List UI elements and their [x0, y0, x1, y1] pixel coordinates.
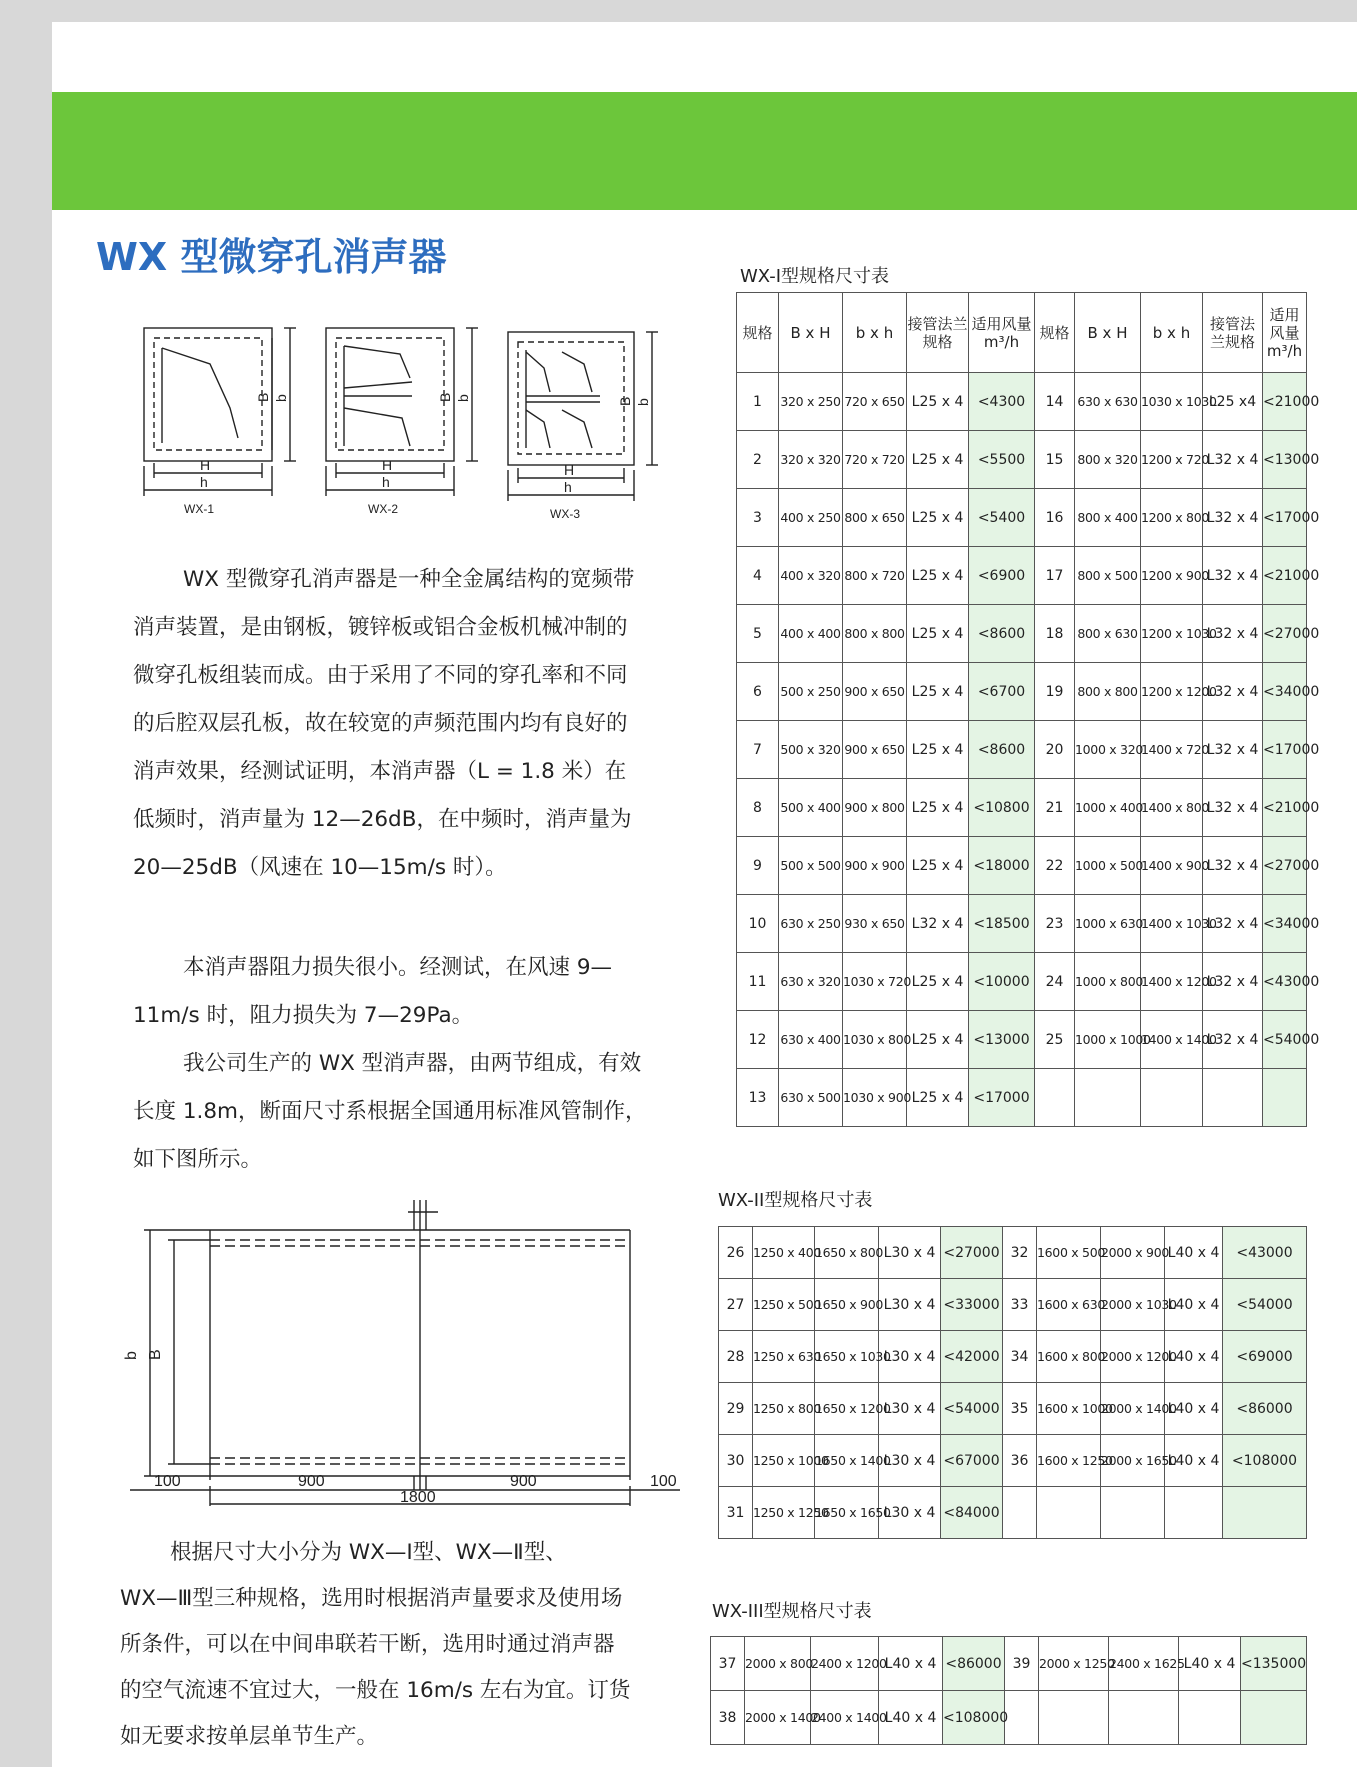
- table-cell: L32 x 4: [1203, 663, 1263, 721]
- table-cell: [1005, 1691, 1039, 1745]
- table-cell: <17000: [1263, 721, 1307, 779]
- table-cell: 1400 x 1030: [1141, 895, 1203, 953]
- table-row: [719, 1279, 1307, 1331]
- table-cell: 800 x 500: [1075, 547, 1141, 605]
- table-cell: L32 x 4: [1203, 605, 1263, 663]
- text-line: WX—Ⅲ型三种规格，选用时根据消声量要求及使用场: [120, 1586, 623, 1611]
- table-cell: 1600 x 500: [1037, 1227, 1101, 1279]
- table-cell: 400 x 400: [779, 605, 843, 663]
- table-cell: 2000 x 1400: [1101, 1383, 1165, 1435]
- table-cell: 10: [737, 895, 779, 953]
- text-line: 的后腔双层孔板，故在较宽的声频范围内均有良好的: [133, 711, 628, 736]
- figure-wx1: [144, 328, 296, 496]
- table-cell: 320 x 250: [779, 373, 843, 431]
- table-cell: 800 x 720: [843, 547, 907, 605]
- table-cell: 500 x 250: [779, 663, 843, 721]
- table-cell: 400 x 250: [779, 489, 843, 547]
- table-cell: 1200 x 800: [1141, 489, 1203, 547]
- table-cell: [1003, 1487, 1037, 1539]
- table-cell: 22: [1035, 837, 1075, 895]
- table-cell: 1250 x 1000: [753, 1435, 815, 1487]
- table-row: [737, 1011, 1307, 1069]
- table-cell: 1650 x 900: [815, 1279, 879, 1331]
- table-cell: 2400 x 1200: [811, 1637, 879, 1691]
- table-cell: <27000: [941, 1227, 1003, 1279]
- text-line: 低频时，消声量为 12—26dB，在中频时，消声量为: [133, 807, 632, 832]
- table-cell: L40 x 4: [879, 1637, 943, 1691]
- table-cell: L25 x 4: [907, 373, 969, 431]
- table-cell: <8600: [969, 605, 1035, 663]
- table-cell: 1000 x 400: [1075, 779, 1141, 837]
- table-cell: 500 x 500: [779, 837, 843, 895]
- table-cell: 1250 x 800: [753, 1383, 815, 1435]
- table-cell: L25 x 4: [907, 547, 969, 605]
- table-cell: 800 x 800: [1075, 663, 1141, 721]
- table-cell: 1000 x 320: [1075, 721, 1141, 779]
- table-row: [737, 663, 1307, 721]
- column-header: 适用风量m³/h: [1263, 293, 1307, 373]
- table-cell: <6900: [969, 547, 1035, 605]
- figure-wx2: [326, 328, 478, 496]
- table-cell: 1600 x 1000: [1037, 1383, 1101, 1435]
- text-line: 根据尺寸大小分为 WX—Ⅰ型、WX—Ⅱ型、: [170, 1540, 567, 1565]
- table-cell: 800 x 630: [1075, 605, 1141, 663]
- table-cell: L30 x 4: [879, 1435, 941, 1487]
- fig2-H: H: [382, 457, 393, 473]
- table-cell: [1101, 1487, 1165, 1539]
- table-cell: <33000: [941, 1279, 1003, 1331]
- column-header: B x H: [779, 293, 843, 373]
- page-title: WX 型微穿孔消声器: [96, 235, 447, 279]
- cross-section-figures: [140, 318, 700, 528]
- table-cell: L25 x4: [1203, 373, 1263, 431]
- table-cell: [1263, 1069, 1307, 1127]
- side-view-diagram: [120, 1190, 690, 1510]
- table-cell: 37: [711, 1637, 745, 1691]
- side-B-label: B: [147, 1349, 164, 1360]
- table-cell: 320 x 320: [779, 431, 843, 489]
- table-cell: 17: [1035, 547, 1075, 605]
- text-line: 消声装置，是由钢板，镀锌板或铝合金板机械冲制的: [133, 615, 628, 640]
- table-cell: 630 x 400: [779, 1011, 843, 1069]
- table-cell: L25 x 4: [907, 837, 969, 895]
- column-header: 适用风量m³/h: [969, 293, 1035, 373]
- fig1-B: B: [255, 392, 271, 402]
- table-cell: [1141, 1069, 1203, 1127]
- table-row: [719, 1227, 1307, 1279]
- side-100-left: 100: [154, 1473, 181, 1490]
- table-cell: 930 x 650: [843, 895, 907, 953]
- table-cell: 29: [719, 1383, 753, 1435]
- table-cell: 1650 x 800: [815, 1227, 879, 1279]
- table-cell: <84000: [941, 1487, 1003, 1539]
- table-cell: L32 x 4: [1203, 1011, 1263, 1069]
- table-cell: 11: [737, 953, 779, 1011]
- table-cell: 9: [737, 837, 779, 895]
- table-cell: 18: [1035, 605, 1075, 663]
- table-cell: 1650 x 1400: [815, 1435, 879, 1487]
- figure-wx3: [508, 332, 658, 501]
- text-line: 20—25dB（风速在 10—15m/s 时）。: [133, 855, 507, 880]
- table-cell: 630 x 320: [779, 953, 843, 1011]
- table-cell: <27000: [1263, 837, 1307, 895]
- table-cell: 21: [1035, 779, 1075, 837]
- table-cell: <5500: [969, 431, 1035, 489]
- table-cell: 13: [737, 1069, 779, 1127]
- resistance-paragraph: [133, 944, 693, 1040]
- fig1-label: WX-1: [184, 502, 214, 516]
- table-cell: 34: [1003, 1331, 1037, 1383]
- table-cell: 1250 x 400: [753, 1227, 815, 1279]
- table-cell: 2000 x 1030: [1101, 1279, 1165, 1331]
- table-cell: 27: [719, 1279, 753, 1331]
- table-cell: <135000: [1241, 1637, 1307, 1691]
- construction-paragraph: [133, 1040, 693, 1184]
- fig2-B: B: [437, 392, 453, 402]
- table-row: [737, 1069, 1307, 1127]
- table-cell: L40 x 4: [879, 1691, 943, 1745]
- table-cell: L40 x 4: [1165, 1435, 1223, 1487]
- table-cell: L25 x 4: [907, 489, 969, 547]
- table2-caption: WX-II型规格尺寸表: [718, 1190, 873, 1211]
- table-cell: <34000: [1263, 895, 1307, 953]
- table-cell: 36: [1003, 1435, 1037, 1487]
- table-cell: 3: [737, 489, 779, 547]
- column-header: b x h: [1141, 293, 1203, 373]
- table-cell: L32 x 4: [1203, 895, 1263, 953]
- table-cell: L40 x 4: [1165, 1331, 1223, 1383]
- table-cell: <10000: [969, 953, 1035, 1011]
- table-cell: L25 x 4: [907, 721, 969, 779]
- table-cell: <21000: [1263, 779, 1307, 837]
- table-cell: <42000: [941, 1331, 1003, 1383]
- table-row: [737, 547, 1307, 605]
- table-cell: L30 x 4: [879, 1383, 941, 1435]
- table-cell: 5: [737, 605, 779, 663]
- table-cell: 1600 x 1250: [1037, 1435, 1101, 1487]
- table-cell: 1000 x 1000: [1075, 1011, 1141, 1069]
- table-cell: 19: [1035, 663, 1075, 721]
- text-line: 消声效果，经测试证明，本消声器（L = 1.8 米）在: [133, 759, 627, 784]
- header-band: [52, 92, 1357, 210]
- table-cell: L40 x 4: [1179, 1637, 1241, 1691]
- table-row: [737, 953, 1307, 1011]
- side-b-label: b: [123, 1351, 140, 1360]
- table-row: [737, 721, 1307, 779]
- table-cell: 16: [1035, 489, 1075, 547]
- table-cell: 38: [711, 1691, 745, 1745]
- table-cell: 1250 x 630: [753, 1331, 815, 1383]
- table-cell: 1650 x 1030: [815, 1331, 879, 1383]
- table-cell: 33: [1003, 1279, 1037, 1331]
- fig2-h: h: [382, 474, 390, 490]
- fig3-H: H: [564, 462, 575, 478]
- table-cell: 31: [719, 1487, 753, 1539]
- table3-caption: WX-III型规格尺寸表: [712, 1601, 872, 1622]
- table-cell: 4: [737, 547, 779, 605]
- table-cell: <4300: [969, 373, 1035, 431]
- table-cell: 1200 x 720: [1141, 431, 1203, 489]
- table-wx3: [710, 1636, 1307, 1745]
- table-cell: 2000 x 1200: [1101, 1331, 1165, 1383]
- intro-paragraph: [133, 556, 693, 892]
- table-cell: <54000: [941, 1383, 1003, 1435]
- table-cell: 800 x 320: [1075, 431, 1141, 489]
- table-cell: L25 x 4: [907, 1069, 969, 1127]
- table-cell: 1400 x 800: [1141, 779, 1203, 837]
- table-cell: 900 x 650: [843, 663, 907, 721]
- table-cell: L30 x 4: [879, 1227, 941, 1279]
- fig3-B: B: [617, 396, 633, 406]
- table-cell: 630 x 500: [779, 1069, 843, 1127]
- table-cell: 1200 x 1030: [1141, 605, 1203, 663]
- fig2-b: b: [455, 394, 471, 402]
- fig1-b: b: [273, 394, 289, 402]
- table-cell: 720 x 650: [843, 373, 907, 431]
- table-cell: <21000: [1263, 547, 1307, 605]
- table-cell: 2000 x 1650: [1101, 1435, 1165, 1487]
- table-cell: [1241, 1691, 1307, 1745]
- table-cell: 400 x 320: [779, 547, 843, 605]
- table-cell: <108000: [943, 1691, 1005, 1745]
- table-cell: <13000: [969, 1011, 1035, 1069]
- table-cell: L25 x 4: [907, 779, 969, 837]
- table-cell: <69000: [1223, 1331, 1307, 1383]
- table-header-row: [737, 293, 1307, 373]
- table-cell: <18500: [969, 895, 1035, 953]
- table-cell: 2400 x 1625: [1109, 1637, 1179, 1691]
- table-cell: 800 x 400: [1075, 489, 1141, 547]
- table-cell: 6: [737, 663, 779, 721]
- table-cell: 1250 x 500: [753, 1279, 815, 1331]
- text-line: 长度 1.8m，断面尺寸系根据全国通用标准风管制作，: [133, 1099, 647, 1124]
- table-cell: 25: [1035, 1011, 1075, 1069]
- table-cell: <10800: [969, 779, 1035, 837]
- table-cell: 1030 x 720: [843, 953, 907, 1011]
- table-cell: 1400 x 900: [1141, 837, 1203, 895]
- table-cell: 1: [737, 373, 779, 431]
- text-line: WX 型微穿孔消声器是一种全金属结构的宽频带: [183, 567, 635, 592]
- table-cell: 1000 x 500: [1075, 837, 1141, 895]
- table-row: [719, 1487, 1307, 1539]
- table-cell: 800 x 800: [843, 605, 907, 663]
- table-cell: 28: [719, 1331, 753, 1383]
- table-cell: [1109, 1691, 1179, 1745]
- column-header: 接管法兰规格: [907, 293, 969, 373]
- table-row: [719, 1435, 1307, 1487]
- text-line: 的空气流速不宜过大，一般在 16m/s 左右为宜。订货: [120, 1678, 631, 1703]
- text-line: 11m/s 时，阻力损失为 7—29Pa。: [133, 1003, 474, 1028]
- table-cell: <54000: [1223, 1279, 1307, 1331]
- table-cell: 1000 x 630: [1075, 895, 1141, 953]
- table-cell: 900 x 650: [843, 721, 907, 779]
- table-cell: 15: [1035, 431, 1075, 489]
- table-row: [719, 1331, 1307, 1383]
- table-cell: 1030 x 900: [843, 1069, 907, 1127]
- table-cell: [1035, 1069, 1075, 1127]
- table-cell: 8: [737, 779, 779, 837]
- table1-caption: WX-I型规格尺寸表: [740, 266, 890, 287]
- column-header: 接管法兰规格: [1203, 293, 1263, 373]
- table-cell: 1400 x 720: [1141, 721, 1203, 779]
- table-row: [737, 489, 1307, 547]
- table-cell: <43000: [1263, 953, 1307, 1011]
- table-cell: L32 x 4: [1203, 489, 1263, 547]
- table-cell: <27000: [1263, 605, 1307, 663]
- table-cell: 23: [1035, 895, 1075, 953]
- table-cell: 1030 x 800: [843, 1011, 907, 1069]
- table-cell: 1030 x 1030: [1141, 373, 1203, 431]
- table-cell: <34000: [1263, 663, 1307, 721]
- table-cell: L32 x 4: [1203, 779, 1263, 837]
- table-cell: 2000 x 1400: [745, 1691, 811, 1745]
- table-cell: L25 x 4: [907, 953, 969, 1011]
- table-cell: 7: [737, 721, 779, 779]
- table-cell: 2000 x 800: [745, 1637, 811, 1691]
- table-cell: <5400: [969, 489, 1035, 547]
- table-cell: 1200 x 1200: [1141, 663, 1203, 721]
- table-row: [737, 431, 1307, 489]
- table-cell: L32 x 4: [1203, 721, 1263, 779]
- table-cell: 800 x 650: [843, 489, 907, 547]
- table-cell: 1250 x 1250: [753, 1487, 815, 1539]
- table-cell: 1650 x 1200: [815, 1383, 879, 1435]
- table-cell: 2000 x 1250: [1039, 1637, 1109, 1691]
- table-cell: 500 x 400: [779, 779, 843, 837]
- table-wx1: [736, 292, 1320, 1127]
- table-cell: 1600 x 630: [1037, 1279, 1101, 1331]
- table-row: [737, 605, 1307, 663]
- table-cell: <86000: [943, 1637, 1005, 1691]
- table-cell: 630 x 250: [779, 895, 843, 953]
- fig1-H: H: [200, 457, 211, 473]
- table-row: [711, 1637, 1307, 1691]
- table-cell: [1223, 1487, 1307, 1539]
- table-cell: 2000 x 900: [1101, 1227, 1165, 1279]
- table-cell: 26: [719, 1227, 753, 1279]
- table-cell: L40 x 4: [1165, 1383, 1223, 1435]
- table-cell: <86000: [1223, 1383, 1307, 1435]
- table-cell: L40 x 4: [1165, 1227, 1223, 1279]
- table-cell: L32 x 4: [1203, 837, 1263, 895]
- table-row: [737, 837, 1307, 895]
- selection-paragraph: [120, 1530, 700, 1760]
- column-header: 规格: [737, 293, 779, 373]
- table-cell: <8600: [969, 721, 1035, 779]
- table-cell: L25 x 4: [907, 663, 969, 721]
- table-cell: 1400 x 1400: [1141, 1011, 1203, 1069]
- table-cell: <21000: [1263, 373, 1307, 431]
- table-cell: 1650 x 1650: [815, 1487, 879, 1539]
- side-1800: 1800: [400, 1489, 436, 1506]
- table-cell: <6700: [969, 663, 1035, 721]
- table-cell: 39: [1005, 1637, 1039, 1691]
- table-cell: [1203, 1069, 1263, 1127]
- table-cell: L30 x 4: [879, 1279, 941, 1331]
- table-cell: 1200 x 900: [1141, 547, 1203, 605]
- table-cell: 14: [1035, 373, 1075, 431]
- table-cell: <13000: [1263, 431, 1307, 489]
- table-cell: 630 x 630: [1075, 373, 1141, 431]
- table-row: [737, 373, 1307, 431]
- fig1-h: h: [200, 474, 208, 490]
- table-cell: 900 x 800: [843, 779, 907, 837]
- table-cell: <17000: [1263, 489, 1307, 547]
- table-cell: 1000 x 800: [1075, 953, 1141, 1011]
- table-cell: [1179, 1691, 1241, 1745]
- side-900-left: 900: [298, 1473, 325, 1490]
- column-header: b x h: [843, 293, 907, 373]
- table-cell: <17000: [969, 1069, 1035, 1127]
- table-cell: L25 x 4: [907, 605, 969, 663]
- table-cell: 20: [1035, 721, 1075, 779]
- table-cell: [1037, 1487, 1101, 1539]
- table-cell: L32 x 4: [907, 895, 969, 953]
- fig3-b: b: [635, 398, 651, 406]
- table-cell: [1039, 1691, 1109, 1745]
- table-cell: 35: [1003, 1383, 1037, 1435]
- table-cell: L32 x 4: [1203, 547, 1263, 605]
- table-cell: 30: [719, 1435, 753, 1487]
- table-cell: 720 x 720: [843, 431, 907, 489]
- text-line: 微穿孔板组装而成。由于采用了不同的穿孔率和不同: [133, 663, 628, 688]
- table-cell: L30 x 4: [879, 1487, 941, 1539]
- table-cell: [1075, 1069, 1141, 1127]
- table-row: [719, 1383, 1307, 1435]
- table-cell: 2400 x 1400: [811, 1691, 879, 1745]
- column-header: B x H: [1075, 293, 1141, 373]
- table-cell: L25 x 4: [907, 431, 969, 489]
- fig3-label: WX-3: [550, 507, 580, 521]
- text-line: 本消声器阻力损失很小。经测试，在风速 9—: [183, 955, 613, 980]
- table-cell: 2: [737, 431, 779, 489]
- text-line: 如下图所示。: [133, 1147, 263, 1172]
- side-900-right: 900: [510, 1473, 537, 1490]
- table-cell: 24: [1035, 953, 1075, 1011]
- table-cell: 1400 x 1200: [1141, 953, 1203, 1011]
- table-row: [711, 1691, 1307, 1745]
- table-cell: 12: [737, 1011, 779, 1069]
- text-line: 所条件，可以在中间串联若干断，选用时通过消声器: [120, 1632, 615, 1657]
- table-cell: <54000: [1263, 1011, 1307, 1069]
- table-cell: 32: [1003, 1227, 1037, 1279]
- table-cell: [1165, 1487, 1223, 1539]
- table-cell: <43000: [1223, 1227, 1307, 1279]
- text-line: 如无要求按单层单节生产。: [120, 1724, 379, 1749]
- side-100-right: 100: [650, 1473, 677, 1490]
- table-cell: 1600 x 800: [1037, 1331, 1101, 1383]
- text-line: 我公司生产的 WX 型消声器，由两节组成，有效: [183, 1051, 642, 1076]
- table-cell: L32 x 4: [1203, 431, 1263, 489]
- table-cell: <108000: [1223, 1435, 1307, 1487]
- fig3-h: h: [564, 479, 572, 495]
- table-cell: <67000: [941, 1435, 1003, 1487]
- table-cell: L30 x 4: [879, 1331, 941, 1383]
- table-wx2: [718, 1226, 1307, 1539]
- fig2-label: WX-2: [368, 502, 398, 516]
- table-cell: 900 x 900: [843, 837, 907, 895]
- column-header: 规格: [1035, 293, 1075, 373]
- table-cell: 500 x 320: [779, 721, 843, 779]
- table-cell: L25 x 4: [907, 1011, 969, 1069]
- table-cell: L32 x 4: [1203, 953, 1263, 1011]
- table-row: [737, 779, 1307, 837]
- table-cell: <18000: [969, 837, 1035, 895]
- table-row: [737, 895, 1307, 953]
- table-cell: L40 x 4: [1165, 1279, 1223, 1331]
